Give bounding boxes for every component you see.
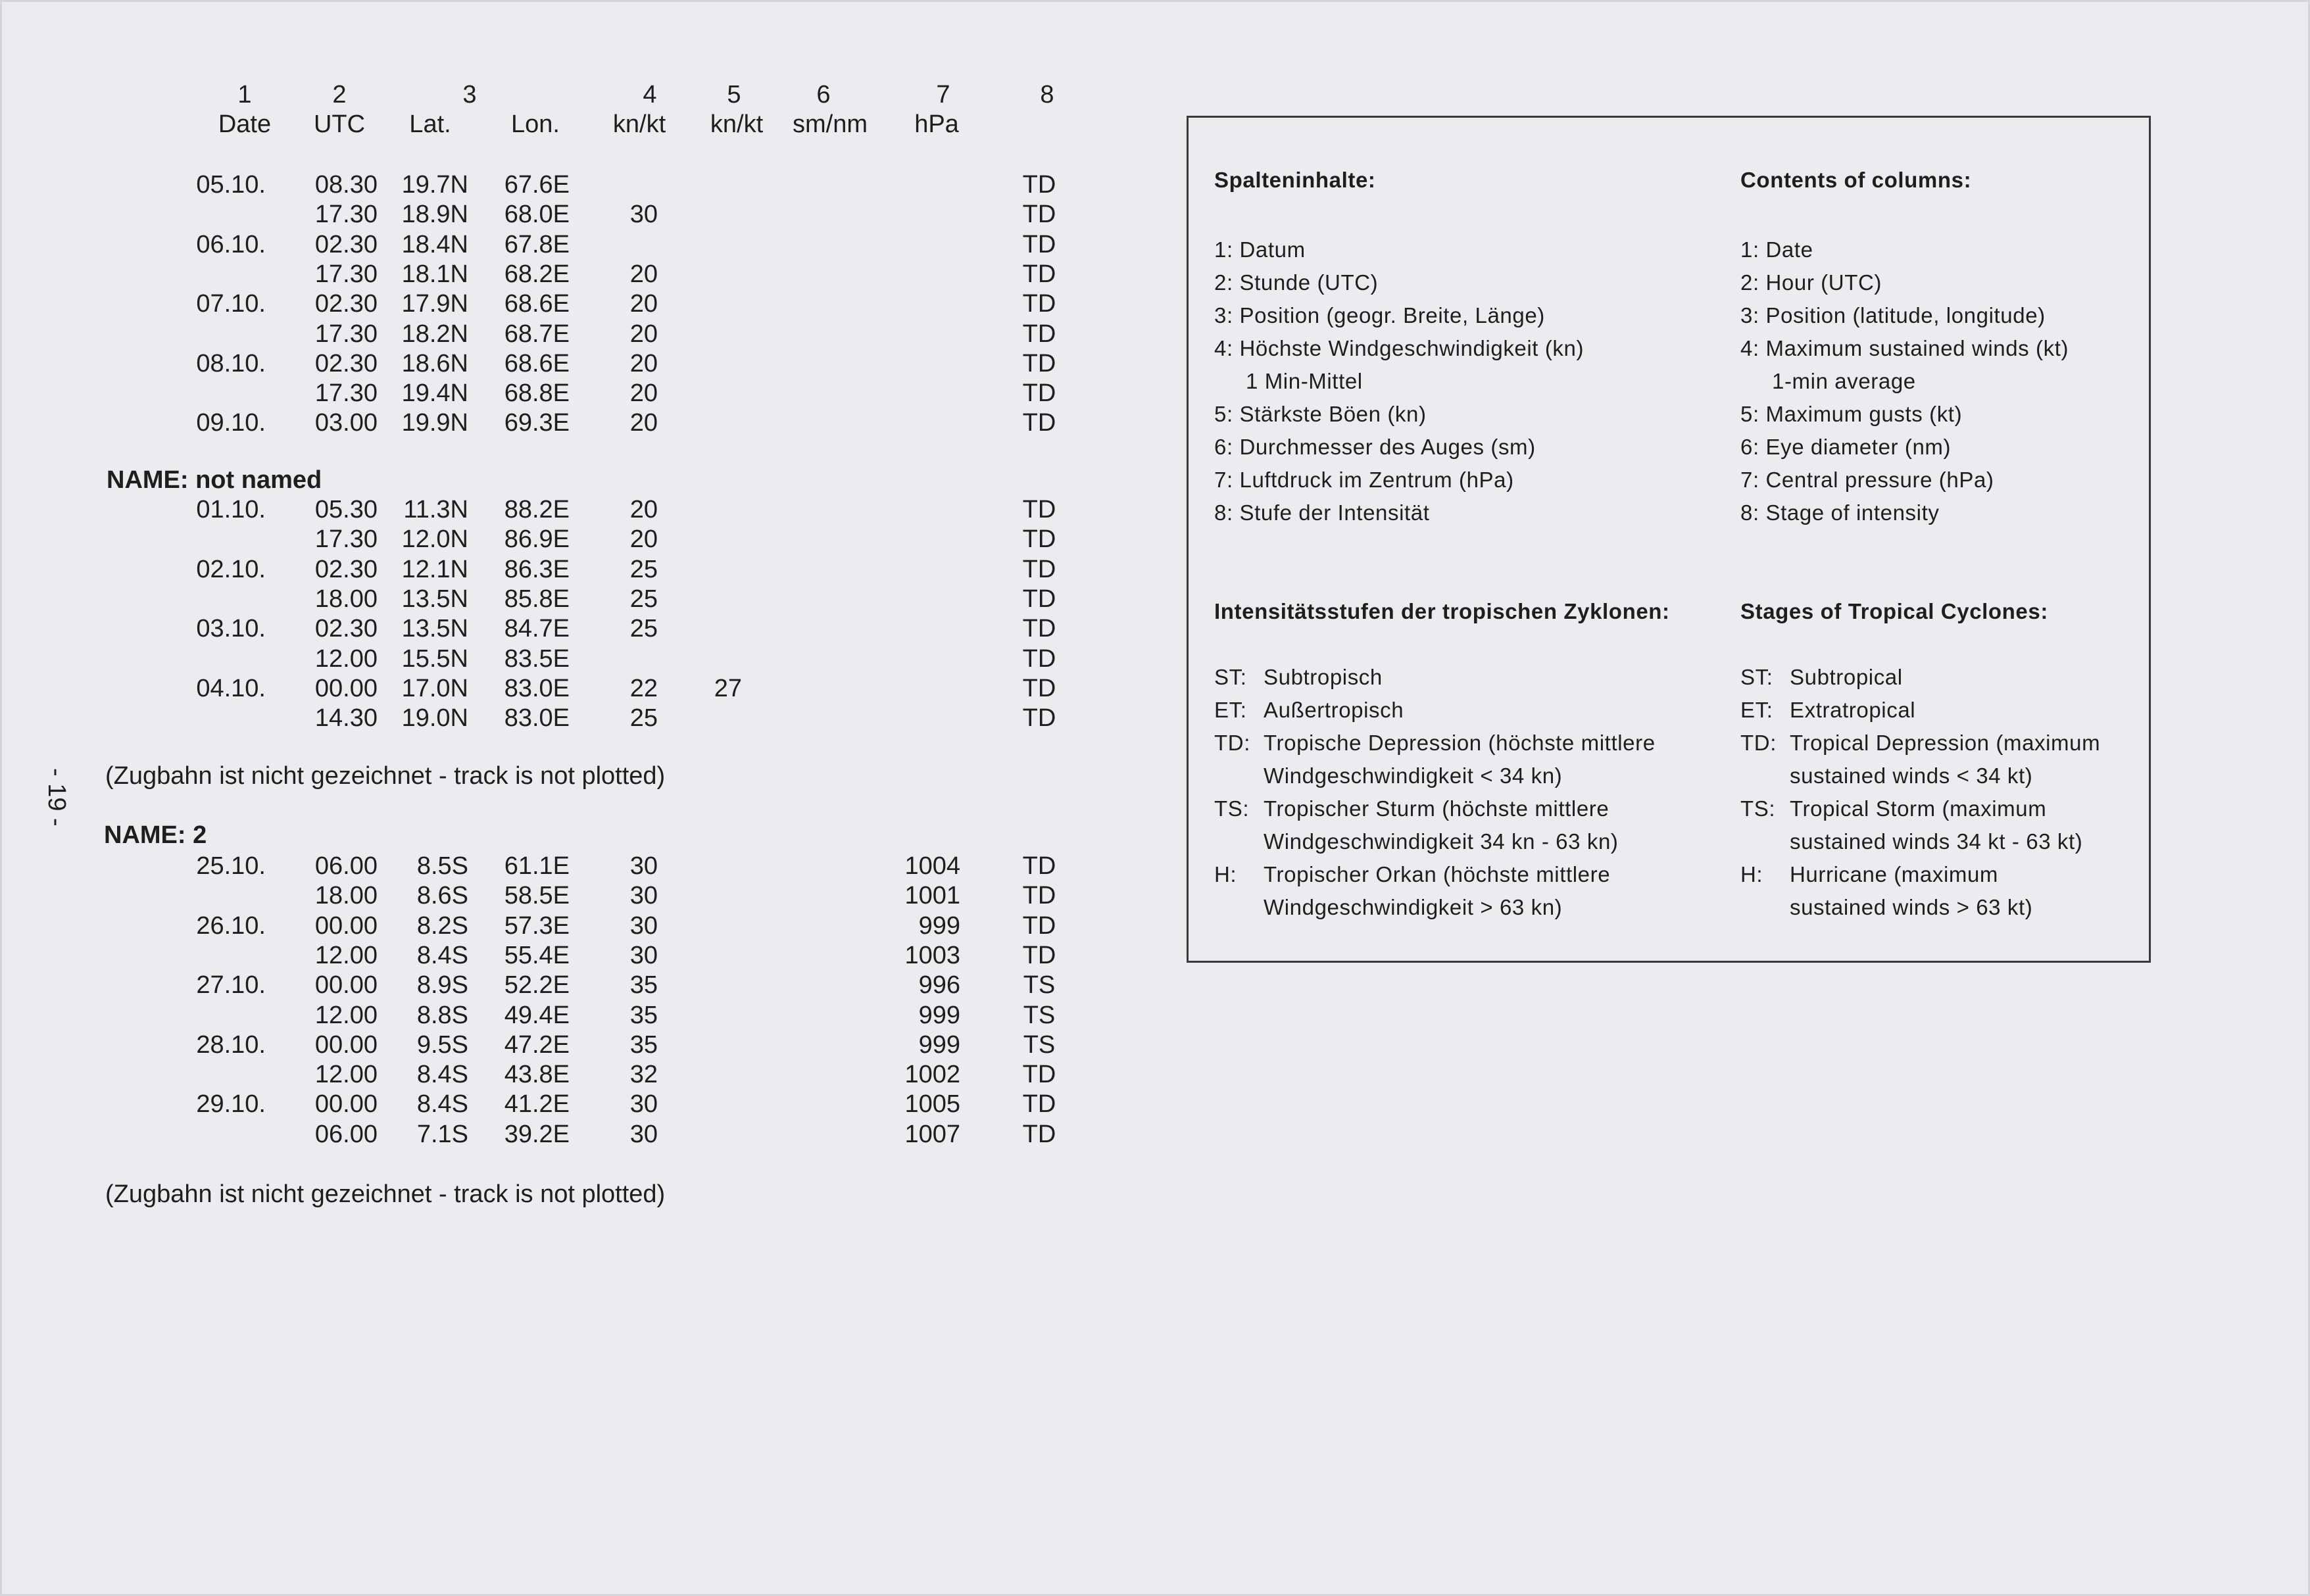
cell-stage: TD xyxy=(1022,941,1056,969)
cell-stage: TD xyxy=(1022,230,1056,258)
legend-stage-text: Tropische Depression (höchste mittlere xyxy=(1264,731,1656,755)
cell-wind: 30 xyxy=(629,1120,658,1148)
cell-utc: 17.30 xyxy=(314,320,378,348)
cell-date: 08.10. xyxy=(196,349,266,377)
cell-utc: 00.00 xyxy=(314,1030,378,1059)
cell-lon: 86.9E xyxy=(504,525,570,554)
cell-lat: 18.4N xyxy=(401,230,468,258)
legend-column-item-en: 2: Hour (UTC) xyxy=(1740,270,1882,295)
cell-wind: 20 xyxy=(629,379,658,408)
cell-utc: 05.30 xyxy=(314,496,378,523)
legend-stage-text: Hurricane (maximum xyxy=(1790,862,1999,886)
cell-lat: 19.0N xyxy=(401,704,468,733)
cell-lat: 11.3N xyxy=(403,496,468,523)
cell-utc: 06.00 xyxy=(314,852,378,880)
column-header: kn/kt xyxy=(612,110,666,138)
cell-wind: 30 xyxy=(629,941,658,969)
cell-lon: 68.0E xyxy=(504,201,570,229)
legend-column-item-de: 1 Min-Mittel xyxy=(1246,369,1363,393)
legend-stage-text-cont: Windgeschwindigkeit < 34 kn) xyxy=(1264,763,1563,788)
cell-lon: 58.5E xyxy=(504,882,570,910)
cell-utc: 17.30 xyxy=(314,260,378,288)
cell-stage: TD xyxy=(1022,1090,1056,1119)
legend-column-item-en: 6: Eye diameter (nm) xyxy=(1740,435,1952,459)
cell-stage: TD xyxy=(1022,704,1056,733)
cell-stage: TD xyxy=(1022,674,1056,702)
legend-stage-code: TS: xyxy=(1740,796,1776,821)
cell-press: 1003 xyxy=(904,941,960,969)
legend-stage-text: Subtropical xyxy=(1790,665,1903,689)
legend-stage-text: Tropical Storm (maximum xyxy=(1790,796,2047,821)
column-number: 6 xyxy=(816,81,831,109)
cell-date: 07.10. xyxy=(196,290,266,318)
cell-stage: TD xyxy=(1022,911,1056,940)
cell-stage: TS xyxy=(1023,1030,1056,1059)
cell-date: 28.10. xyxy=(196,1030,266,1059)
cell-utc: 06.00 xyxy=(314,1120,378,1148)
cell-date: 02.10. xyxy=(196,555,266,583)
cell-lat: 13.5N xyxy=(401,585,468,613)
cell-stage: TD xyxy=(1022,852,1056,880)
cell-stage: TD xyxy=(1022,409,1056,437)
cell-wind: 20 xyxy=(629,260,658,288)
legend-stage-text: Subtropisch xyxy=(1264,665,1383,689)
cell-wind: 35 xyxy=(629,1001,658,1029)
cell-press: 996 xyxy=(918,971,960,1000)
cell-date: 26.10. xyxy=(196,911,266,940)
legend-column-item-de: 6: Durchmesser des Auges (sm) xyxy=(1214,435,1536,459)
cell-utc: 00.00 xyxy=(314,1090,378,1119)
cell-lon: 83.0E xyxy=(504,674,570,702)
cell-lat: 8.2S xyxy=(416,911,468,940)
cell-stage: TD xyxy=(1022,555,1056,583)
legend-column-item-en: 8: Stage of intensity xyxy=(1740,500,1940,525)
cell-stage: TD xyxy=(1022,171,1056,199)
legend-stage-code: ST: xyxy=(1214,665,1247,689)
legend-stage-code: ST: xyxy=(1740,665,1773,689)
legend-stage-code: TD: xyxy=(1740,731,1777,755)
cell-lon: 68.2E xyxy=(504,260,570,288)
cell-lon: 49.4E xyxy=(504,1001,570,1029)
legend-column-item-de: 4: Höchste Windgeschwindigkeit (kn) xyxy=(1214,336,1585,360)
cell-wind: 20 xyxy=(629,525,658,554)
cell-stage: TD xyxy=(1022,615,1056,643)
legend-column-item-de: 1: Datum xyxy=(1214,237,1306,262)
track-note: (Zugbahn ist nicht gezeichnet - track is not plotted) xyxy=(105,762,666,790)
cell-lon: 85.8E xyxy=(504,585,570,613)
cell-utc: 14.30 xyxy=(314,704,378,733)
legend-column-item-de: 2: Stunde (UTC) xyxy=(1214,270,1379,295)
cell-utc: 03.00 xyxy=(314,409,378,437)
cell-lon: 83.5E xyxy=(504,644,570,673)
cell-lat: 8.4S xyxy=(416,1090,468,1119)
cell-wind: 30 xyxy=(629,882,658,910)
cell-wind: 35 xyxy=(629,1030,658,1059)
cell-lat: 18.2N xyxy=(401,320,468,348)
cell-wind: 20 xyxy=(629,409,658,437)
cell-date: 25.10. xyxy=(196,852,266,880)
cell-wind: 25 xyxy=(629,704,658,733)
cell-wind: 35 xyxy=(629,971,658,1000)
legend-column-item-en: 3: Position (latitude, longitude) xyxy=(1740,303,2046,327)
track-note: (Zugbahn ist nicht gezeichnet - track is not plotted) xyxy=(105,1180,666,1208)
legend-stage-text: Tropischer Orkan (höchste mittlere xyxy=(1264,862,1611,886)
legend-column-item-de: 5: Stärkste Böen (kn) xyxy=(1214,402,1427,426)
cell-utc: 17.30 xyxy=(314,201,378,229)
column-header: hPa xyxy=(914,110,959,138)
cell-lat: 8.8S xyxy=(416,1001,468,1029)
cell-lat: 9.5S xyxy=(416,1030,468,1059)
cell-lon: 39.2E xyxy=(504,1120,570,1148)
cell-utc: 17.30 xyxy=(314,525,378,554)
legend-stage-code: H: xyxy=(1214,862,1237,886)
column-number: 4 xyxy=(643,81,657,109)
cell-utc: 02.30 xyxy=(314,615,378,643)
cell-utc: 02.30 xyxy=(314,290,378,318)
cell-utc: 17.30 xyxy=(314,379,378,408)
page-number: - 19 - xyxy=(43,768,70,827)
cell-utc: 12.00 xyxy=(314,941,378,969)
cell-stage: TD xyxy=(1022,1120,1056,1148)
cell-stage: TD xyxy=(1022,882,1056,910)
cell-date: 03.10. xyxy=(196,615,266,643)
cell-utc: 00.00 xyxy=(314,971,378,1000)
legend-column-item-de: 8: Stufe der Intensität xyxy=(1214,500,1430,525)
cell-lat: 18.6N xyxy=(401,349,468,377)
cell-press: 1007 xyxy=(904,1120,960,1148)
legend-column-item-en: 1: Date xyxy=(1740,237,1813,262)
cell-lon: 84.7E xyxy=(504,615,570,643)
cell-stage: TD xyxy=(1022,496,1056,523)
cell-press: 1005 xyxy=(904,1090,960,1119)
column-number: 2 xyxy=(332,81,347,109)
cell-lon: 69.3E xyxy=(504,409,570,437)
cell-stage: TD xyxy=(1022,644,1056,673)
cell-lat: 18.9N xyxy=(401,201,468,229)
cell-stage: TS xyxy=(1023,1001,1056,1029)
cell-utc: 18.00 xyxy=(314,882,378,910)
legend-column-item-en: 7: Central pressure (hPa) xyxy=(1740,468,1994,492)
legend-stage-text: Tropical Depression (maximum xyxy=(1790,731,2101,755)
legend-column-item-de: 3: Position (geogr. Breite, Länge) xyxy=(1214,303,1545,327)
column-header: Lon. xyxy=(511,110,560,138)
cell-lat: 7.1S xyxy=(416,1120,468,1148)
cell-lon: 67.6E xyxy=(504,171,570,199)
legend-stage-text: Außertropisch xyxy=(1264,698,1404,722)
cell-lat: 8.4S xyxy=(416,941,468,969)
cell-stage: TD xyxy=(1022,290,1056,318)
cell-press: 999 xyxy=(918,1001,960,1029)
cell-utc: 02.30 xyxy=(314,349,378,377)
cell-lon: 83.0E xyxy=(504,704,570,733)
cell-wind: 30 xyxy=(629,201,658,229)
cell-wind: 32 xyxy=(629,1061,658,1089)
legend-column-item-en: 1-min average xyxy=(1772,369,1916,393)
storm-name-heading: NAME: 2 xyxy=(104,821,207,849)
cell-lon: 68.8E xyxy=(504,379,570,408)
cell-stage: TD xyxy=(1022,1061,1056,1089)
legend-stage-text-cont: Windgeschwindigkeit > 63 kn) xyxy=(1264,895,1563,919)
cell-lon: 67.8E xyxy=(504,230,570,258)
cell-lat: 8.5S xyxy=(416,852,468,880)
legend-stage-text-cont: sustained winds < 34 kt) xyxy=(1790,763,2033,788)
column-header: UTC xyxy=(313,110,366,138)
cell-lat: 19.7N xyxy=(401,171,468,199)
cell-lat: 8.6S xyxy=(416,882,468,910)
legend-stage-code: H: xyxy=(1740,862,1763,886)
cell-lon: 57.3E xyxy=(504,911,570,940)
cell-date: 06.10. xyxy=(196,230,266,258)
cell-stage: TD xyxy=(1022,201,1056,229)
cell-lon: 55.4E xyxy=(504,941,570,969)
cell-utc: 18.00 xyxy=(314,585,378,613)
cell-lat: 12.0N xyxy=(401,525,468,554)
cell-lon: 68.6E xyxy=(504,290,570,318)
cell-press: 1004 xyxy=(904,852,960,880)
legend-column-item-en: 5: Maximum gusts (kt) xyxy=(1740,402,1963,426)
column-number: 8 xyxy=(1040,81,1054,109)
column-header: kn/kt xyxy=(710,110,764,138)
cell-press: 1002 xyxy=(904,1061,960,1089)
legend-column-item-de: 7: Luftdruck im Zentrum (hPa) xyxy=(1214,468,1514,492)
column-number: 5 xyxy=(727,81,741,109)
cell-stage: TD xyxy=(1022,525,1056,554)
cell-lat: 8.9S xyxy=(416,971,468,1000)
cell-date: 01.10. xyxy=(196,496,266,523)
legend-column-item-en: 4: Maximum sustained winds (kt) xyxy=(1740,336,2069,360)
cell-date: 05.10. xyxy=(196,171,266,199)
cell-stage: TD xyxy=(1022,379,1056,408)
cell-date: 29.10. xyxy=(196,1090,266,1119)
legend-stages-title-de: Intensitätsstufen der tropischen Zyklonen: xyxy=(1214,599,1670,623)
cell-lat: 18.1N xyxy=(401,260,468,288)
cell-stage: TD xyxy=(1022,585,1056,613)
cell-lon: 86.3E xyxy=(504,555,570,583)
cell-wind: 20 xyxy=(629,496,658,523)
cell-wind: 25 xyxy=(629,585,658,613)
legend-stage-code: TS: xyxy=(1214,796,1250,821)
cell-stage: TD xyxy=(1022,320,1056,348)
cell-wind: 25 xyxy=(629,615,658,643)
column-header: Date xyxy=(218,110,272,138)
legend-stage-code: ET: xyxy=(1214,698,1247,722)
cell-utc: 00.00 xyxy=(314,674,378,702)
cell-utc: 02.30 xyxy=(314,230,378,258)
cell-utc: 00.00 xyxy=(314,911,378,940)
cell-lat: 13.5N xyxy=(401,615,468,643)
cell-lat: 8.4S xyxy=(416,1061,468,1089)
cell-lon: 68.7E xyxy=(504,320,570,348)
cell-utc: 02.30 xyxy=(314,555,378,583)
cell-lon: 43.8E xyxy=(504,1061,570,1089)
cell-lat: 19.4N xyxy=(401,379,468,408)
legend-columns-title-en: Contents of columns: xyxy=(1740,168,1972,192)
cell-gust: 27 xyxy=(714,674,742,702)
cell-lon: 61.1E xyxy=(504,852,570,880)
legend-stage-text: Extratropical xyxy=(1790,698,1916,722)
cell-wind: 20 xyxy=(629,349,658,377)
column-number: 1 xyxy=(237,81,252,109)
legend-stage-code: TD: xyxy=(1214,731,1250,755)
cell-lat: 15.5N xyxy=(401,644,468,673)
column-header: sm/nm xyxy=(793,110,868,138)
legend-stage-text-cont: sustained winds 34 kt - 63 kt) xyxy=(1790,829,2083,854)
cell-lon: 47.2E xyxy=(504,1030,570,1059)
cell-lat: 17.0N xyxy=(401,674,468,702)
cell-stage: TD xyxy=(1022,349,1056,377)
cell-stage: TS xyxy=(1023,971,1056,1000)
cell-wind: 25 xyxy=(629,555,658,583)
cell-utc: 12.00 xyxy=(314,1001,378,1029)
cell-wind: 30 xyxy=(629,852,658,880)
cell-wind: 30 xyxy=(629,911,658,940)
column-number: 7 xyxy=(936,81,950,109)
cell-lon: 68.6E xyxy=(504,349,570,377)
cell-lon: 52.2E xyxy=(504,971,570,1000)
cell-date: 09.10. xyxy=(196,409,266,437)
cell-wind: 22 xyxy=(629,674,658,702)
storm-name-heading: NAME: not named xyxy=(107,466,322,494)
cell-date: 27.10. xyxy=(196,971,266,1000)
cell-stage: TD xyxy=(1022,260,1056,288)
legend-stage-text-cont: Windgeschwindigkeit 34 kn - 63 kn) xyxy=(1264,829,1619,854)
cell-wind: 20 xyxy=(629,320,658,348)
cell-lat: 12.1N xyxy=(401,555,468,583)
cell-lat: 19.9N xyxy=(401,409,468,437)
cell-utc: 12.00 xyxy=(314,1061,378,1089)
legend-stage-text: Tropischer Sturm (höchste mittlere xyxy=(1264,796,1610,821)
legend-stage-code: ET: xyxy=(1740,698,1773,722)
cell-lat: 17.9N xyxy=(401,290,468,318)
cell-press: 1001 xyxy=(904,882,960,910)
cell-utc: 12.00 xyxy=(314,644,378,673)
cell-press: 999 xyxy=(918,911,960,940)
cell-lon: 41.2E xyxy=(504,1090,570,1119)
cell-lon: 88.2E xyxy=(504,496,570,523)
cell-wind: 20 xyxy=(629,290,658,318)
legend-columns-title-de: Spalteninhalte: xyxy=(1214,168,1376,192)
legend-stage-text-cont: sustained winds > 63 kt) xyxy=(1790,895,2033,919)
cell-date: 04.10. xyxy=(196,674,266,702)
legend-stages-title-en: Stages of Tropical Cyclones: xyxy=(1740,599,2048,623)
cell-press: 999 xyxy=(918,1030,960,1059)
column-header: Lat. xyxy=(409,110,451,138)
cell-wind: 30 xyxy=(629,1090,658,1119)
cell-utc: 08.30 xyxy=(314,171,378,199)
column-number: 3 xyxy=(462,81,477,109)
